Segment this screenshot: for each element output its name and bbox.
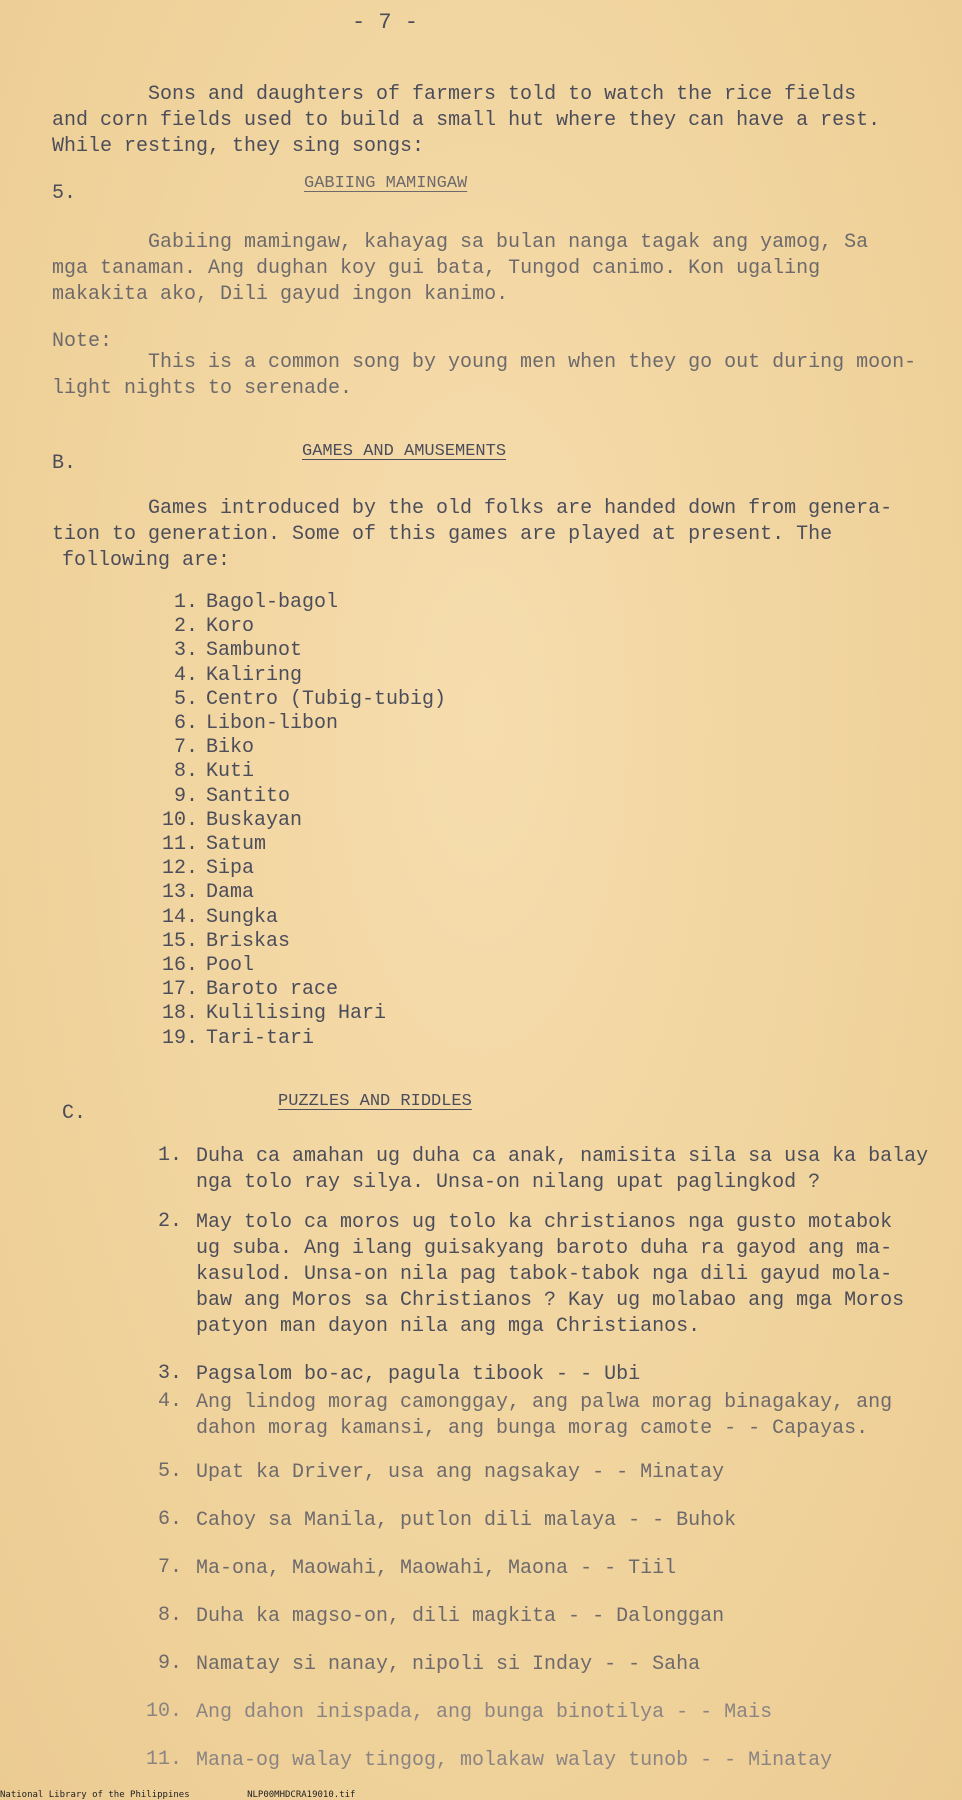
game-item bbox=[158, 809, 446, 833]
game-number: 12. bbox=[161, 857, 198, 881]
game-number: 5. bbox=[173, 687, 198, 711]
riddle-text bbox=[196, 1748, 832, 1774]
game-item bbox=[158, 712, 446, 736]
page-number: - 7 - bbox=[352, 10, 419, 35]
games-list bbox=[158, 591, 446, 1051]
game-number: 14. bbox=[161, 905, 198, 929]
game-item bbox=[158, 615, 446, 639]
game-name: Tari-tari bbox=[206, 1026, 315, 1050]
riddle-text bbox=[196, 1144, 928, 1196]
riddle-line: kasulod. Unsa-on nila pag tabok-tabok nga dili gayud mola- bbox=[196, 1263, 893, 1286]
game-name: Centro (Tubig-tubig) bbox=[206, 687, 447, 711]
riddle-line: Ang lindog morag camonggay, ang palwa morag binagakay, ang bbox=[196, 1391, 893, 1414]
game-name: Libon-libon bbox=[206, 712, 339, 736]
section-c-letter: C. bbox=[62, 1102, 87, 1125]
riddle-line: nga tolo ray silya. Unsa-on nilang upat paglingkod ? bbox=[196, 1171, 821, 1194]
riddle-number: 1. bbox=[158, 1144, 183, 1167]
game-name: Sambunot bbox=[206, 639, 303, 663]
riddle-text bbox=[196, 1508, 736, 1534]
game-name: Kulilising Hari bbox=[206, 1002, 387, 1026]
game-number: 2. bbox=[173, 615, 198, 639]
riddle-number: 6. bbox=[158, 1508, 183, 1531]
game-item bbox=[158, 881, 446, 905]
game-name: Sungka bbox=[206, 905, 279, 929]
game-item bbox=[158, 760, 446, 784]
game-number: 13. bbox=[161, 881, 198, 905]
song-title: GABIING MAMINGAW bbox=[304, 174, 468, 193]
riddle-line: Mana-og walay tingog, molakaw walay tunob - - Minatay bbox=[196, 1749, 833, 1772]
game-item bbox=[158, 857, 446, 881]
riddle-number: 9. bbox=[158, 1652, 183, 1675]
lyric-line: makakita ako, Dili gayud ingon kanimo. bbox=[52, 283, 509, 306]
riddle-line: Upat ka Driver, usa ang nagsakay - - Minatay bbox=[196, 1461, 725, 1484]
riddle-text bbox=[196, 1362, 640, 1388]
riddle-line: Duha ca amahan ug duha ca anak, namisita sila sa usa ka balay bbox=[196, 1145, 929, 1168]
song-lyrics bbox=[52, 230, 868, 308]
game-item bbox=[158, 1002, 446, 1026]
game-name: Sipa bbox=[206, 857, 255, 881]
game-name: Biko bbox=[206, 736, 255, 760]
lyric-line: Gabiing mamingaw, kahayag sa bulan nanga tagak ang yamog, Sa bbox=[148, 231, 869, 254]
note-line: light nights to serenade. bbox=[52, 377, 353, 400]
riddle-line: Ma-ona, Maowahi, Maowahi, Maona - - Tiil bbox=[196, 1557, 677, 1580]
game-name: Baroto race bbox=[206, 978, 339, 1002]
game-item bbox=[158, 736, 446, 760]
note-text bbox=[52, 350, 916, 402]
game-name: Briskas bbox=[206, 929, 291, 953]
riddle-line: baw ang Moros sa Christianos ? Kay ug molabao ang mga Moros bbox=[196, 1289, 905, 1312]
game-item bbox=[158, 906, 446, 930]
game-number: 3. bbox=[173, 639, 198, 663]
game-number: 6. bbox=[173, 712, 198, 736]
game-item bbox=[158, 930, 446, 954]
game-item bbox=[158, 639, 446, 663]
riddle-text bbox=[196, 1556, 676, 1582]
game-number: 18. bbox=[161, 1002, 198, 1026]
section-b-intro bbox=[52, 496, 892, 574]
riddle-number: 7. bbox=[158, 1556, 183, 1579]
riddle-text bbox=[196, 1604, 724, 1630]
riddle-line: Duha ka magso-on, dili magkita - - Dalonggan bbox=[196, 1605, 725, 1628]
game-number: 19. bbox=[161, 1026, 198, 1050]
section-b-letter: B. bbox=[52, 452, 77, 475]
riddle-text bbox=[196, 1390, 892, 1442]
riddle-number: 3. bbox=[158, 1362, 183, 1385]
footer-file: NLP00MHDCRA19010.tif bbox=[247, 1790, 356, 1800]
riddle-line: patyon man dayon nila ang mga Christianos. bbox=[196, 1315, 701, 1338]
lyric-line: mga tanaman. Ang dughan koy gui bata, Tungod canimo. Kon ugaling bbox=[52, 257, 821, 280]
riddle-number: 2. bbox=[158, 1210, 183, 1233]
game-name: Dama bbox=[206, 881, 255, 905]
intro-line: While resting, they sing songs: bbox=[52, 135, 425, 158]
game-name: Buskayan bbox=[206, 808, 303, 832]
game-name: Satum bbox=[206, 833, 267, 857]
riddle-line: May tolo ca moros ug tolo ka christianos nga gusto motabok bbox=[196, 1211, 893, 1234]
game-item bbox=[158, 1027, 446, 1051]
note-line: This is a common song by young men when they go out during moon- bbox=[148, 351, 917, 374]
game-name: Santito bbox=[206, 784, 291, 808]
game-number: 4. bbox=[173, 663, 198, 687]
riddle-line: dahon morag kamansi, ang bunga morag camote - - Capayas. bbox=[196, 1417, 869, 1440]
riddle-line: Namatay si nanay, nipoli si Inday - - Saha bbox=[196, 1653, 701, 1676]
footer-library: National Library of the Philippines bbox=[0, 1790, 190, 1800]
intro-paragraph bbox=[52, 82, 880, 160]
riddle-number: 10. bbox=[146, 1700, 183, 1723]
section-b-intro-line: Games introduced by the old folks are handed down from genera- bbox=[148, 497, 893, 520]
intro-line: Sons and daughters of farmers told to watch the rice fields bbox=[148, 83, 857, 106]
game-name: Pool bbox=[206, 954, 255, 978]
riddle-number: 8. bbox=[158, 1604, 183, 1627]
riddle-line: ug suba. Ang ilang guisakyang baroto duha ra gayod ang ma- bbox=[196, 1237, 893, 1260]
game-name: Kuti bbox=[206, 760, 255, 784]
riddle-line: Ang dahon inispada, ang bunga binotilya - - Mais bbox=[196, 1701, 773, 1724]
game-name: Koro bbox=[206, 615, 255, 639]
game-number: 16. bbox=[161, 954, 198, 978]
riddle-text bbox=[196, 1700, 772, 1726]
game-number: 15. bbox=[161, 929, 198, 953]
game-number: 9. bbox=[173, 784, 198, 808]
riddle-text bbox=[196, 1652, 700, 1678]
section-c-title: PUZZLES AND RIDDLES bbox=[278, 1092, 472, 1111]
section-b-intro-line: tion to generation. Some of this games are played at present. The bbox=[52, 523, 833, 546]
intro-line: and corn fields used to build a small hut where they can have a rest. bbox=[52, 109, 881, 132]
game-item bbox=[158, 688, 446, 712]
song-number: 5. bbox=[52, 182, 77, 205]
note-label: Note: bbox=[52, 330, 113, 353]
riddle-number: 4. bbox=[158, 1390, 183, 1413]
game-item bbox=[158, 785, 446, 809]
game-item bbox=[158, 591, 446, 615]
game-name: Kaliring bbox=[206, 663, 303, 687]
game-number: 11. bbox=[161, 833, 198, 857]
riddle-line: Pagsalom bo-ac, pagula tibook - - Ubi bbox=[196, 1363, 641, 1386]
section-b-intro-line: following are: bbox=[62, 549, 231, 572]
game-name: Bagol-bagol bbox=[206, 591, 339, 614]
game-item bbox=[158, 954, 446, 978]
section-b-title: GAMES AND AMUSEMENTS bbox=[302, 442, 507, 461]
game-number: 10. bbox=[161, 808, 198, 832]
game-number: 7. bbox=[173, 736, 198, 760]
game-item bbox=[158, 978, 446, 1002]
game-number: 8. bbox=[173, 760, 198, 784]
riddle-number: 5. bbox=[158, 1460, 183, 1483]
game-number: 1. bbox=[173, 591, 198, 614]
riddle-text bbox=[196, 1210, 904, 1340]
riddle-line: Cahoy sa Manila, putlon dili malaya - - Buhok bbox=[196, 1509, 737, 1532]
footer bbox=[0, 1790, 407, 1800]
game-number: 17. bbox=[161, 978, 198, 1002]
riddle-number: 11. bbox=[146, 1748, 183, 1771]
riddle-text bbox=[196, 1460, 724, 1486]
game-item bbox=[158, 833, 446, 857]
game-item bbox=[158, 664, 446, 688]
